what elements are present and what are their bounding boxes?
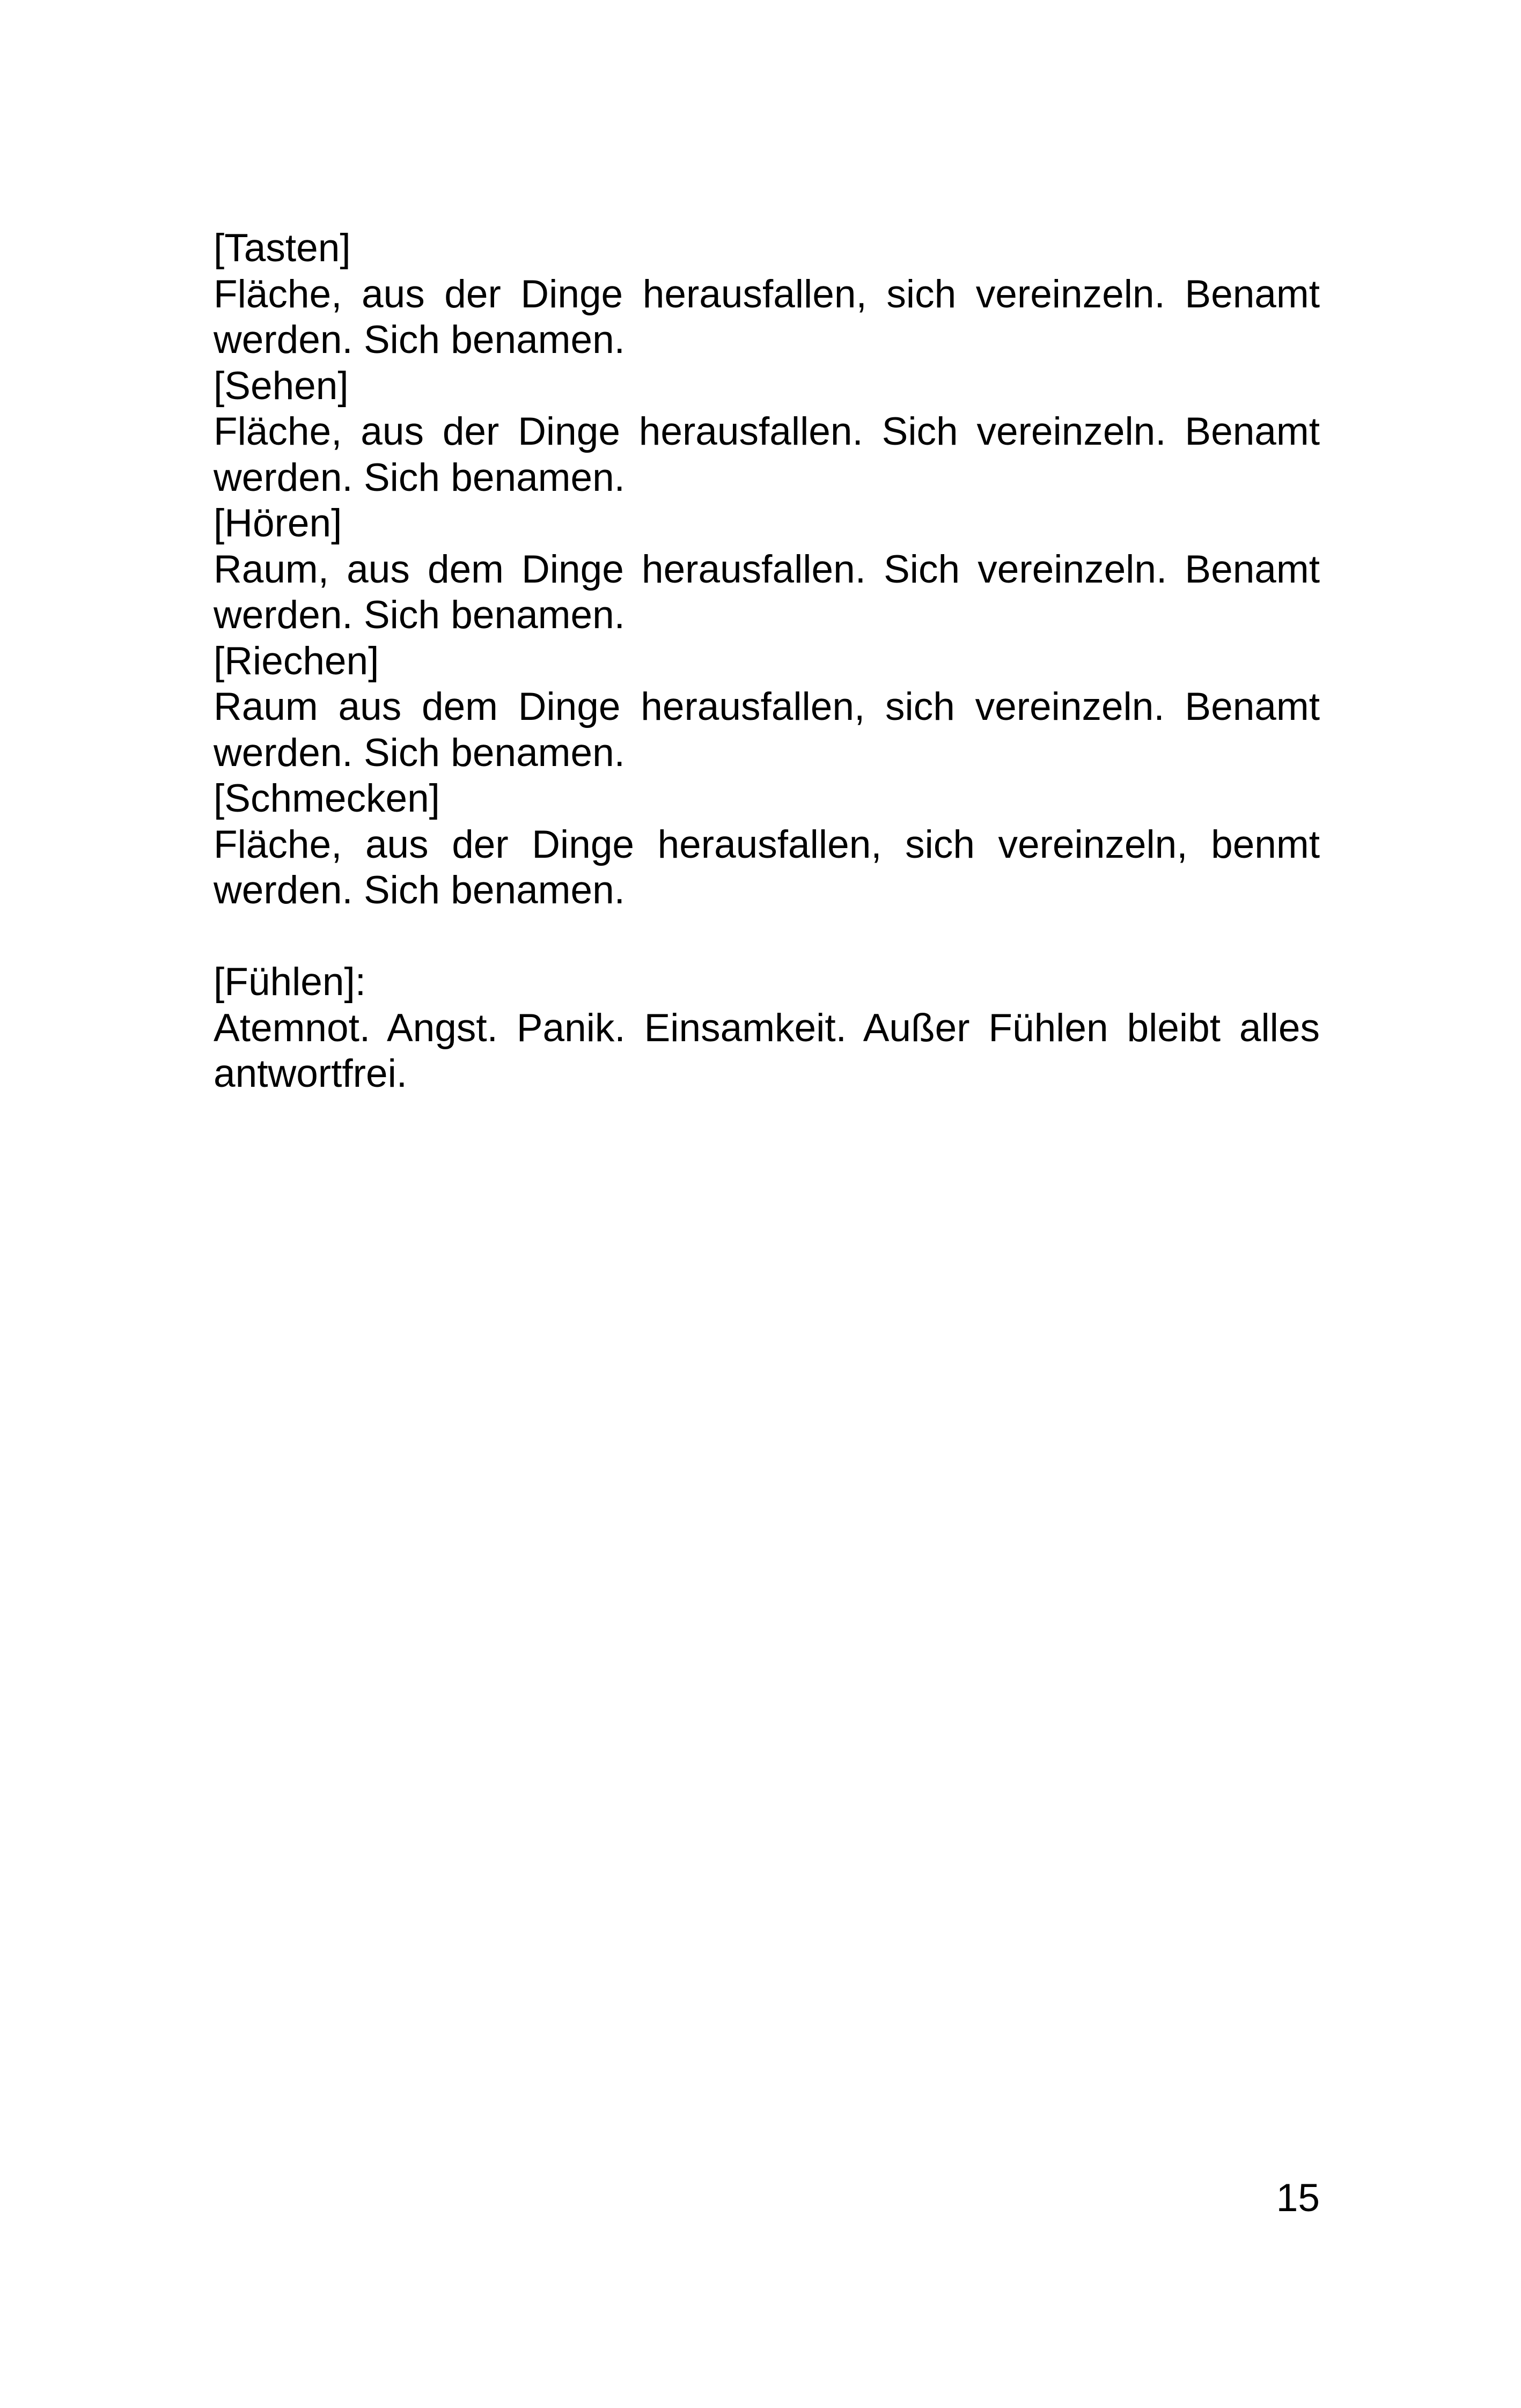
section-schmecken [214, 776, 1320, 914]
paragraph-gap [214, 914, 1320, 960]
section-text: Raum aus dem Dinge herausfallen, sich vereinzeln. Benamt werden. Sich benamen. [214, 685, 1320, 775]
section-text: Fläche, aus der Dinge herausfallen. Sich vereinzeln. Benamt werden. Sich benamen. [214, 410, 1320, 499]
section-tasten [214, 225, 1320, 363]
section-heading: [Sehen] [214, 364, 349, 408]
page-number: 15 [1276, 2176, 1320, 2220]
section-fuehlen [214, 959, 1320, 1097]
section-heading: [Tasten] [214, 226, 351, 270]
section-text: Atemnot. Angst. Panik. Einsamkeit. Außer Fühlen bleibt alles antwortfrei. [214, 1006, 1320, 1095]
section-text: Fläche, aus der Dinge herausfallen, sich vereinzeln. Benamt werden. Sich benamen. [214, 272, 1320, 362]
section-text: Raum, aus dem Dinge herausfallen. Sich vereinzeln. Benamt werden. Sich benamen. [214, 547, 1320, 637]
section-text: Fläche, aus der Dinge herausfallen, sich vereinzeln, benmt werden. Sich benamen. [214, 822, 1320, 912]
section-sehen [214, 363, 1320, 501]
section-riechen [214, 638, 1320, 776]
section-heading: [Fühlen]: [214, 960, 366, 1004]
section-heading: [Riechen] [214, 639, 379, 683]
page-text-block [214, 225, 1320, 1097]
section-heading: [Hören] [214, 502, 342, 545]
section-heading: [Schmecken] [214, 777, 440, 820]
section-hoeren [214, 500, 1320, 638]
